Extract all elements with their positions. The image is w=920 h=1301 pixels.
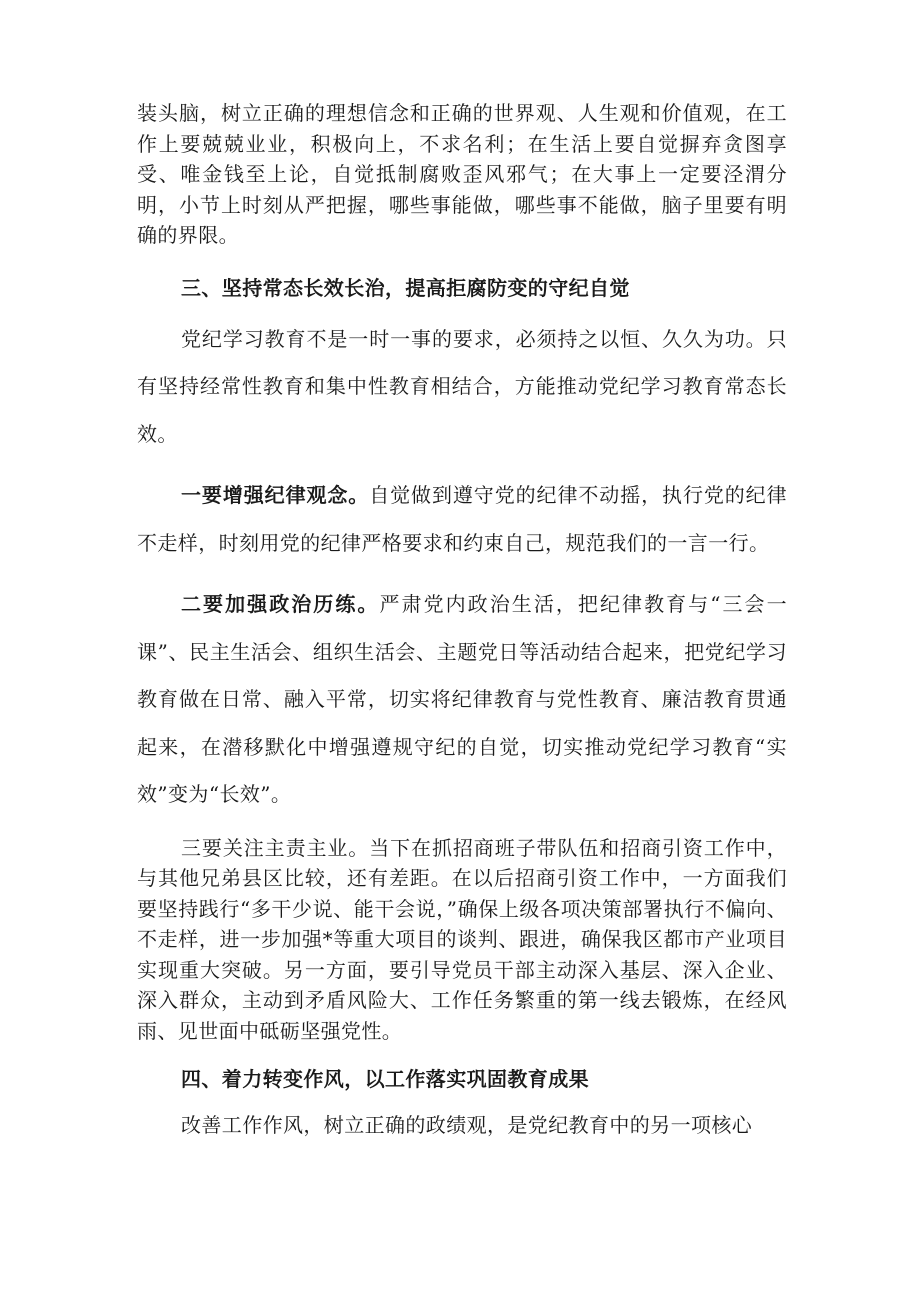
section-heading-3: 三、坚持常态长效长治，提高拒腐防变的守纪自觉 (181, 275, 630, 300)
paragraph-section-3: 党纪学习教育不是一时一事的要求，必须持之以恒、久久为功。只有坚持经常性教育和集中性教育相结合，方能推动党纪学习教育常态长效。 (137, 326, 787, 446)
section-heading-4: 四、着力转变作风，以工作落实巩固教育成果 (181, 1067, 589, 1091)
paragraph-intro: 装头脑，树立正确的理想信念和正确的世界观、人生观和价值观，在工作上要兢兢业业，积极向上，不求名利；在生活上要自觉摒弃贪图享受、唯金钱至上论，自觉抵制腐败歪风邪气；在大事上一定要泾渭分明，小节上时刻从严把握，哪些事能做，哪些事不能做，脑子里要有明确的界限。 (137, 101, 787, 247)
paragraph-item-1 (137, 472, 787, 567)
item-2-lead: 二要加强政治历练。 (181, 592, 380, 616)
item-1-body: 自觉做到遵守党的纪律不动摇，执行党的纪律不走样，时刻用党的纪律严格要求和约束自己，规范我们的一言一行。 (137, 483, 787, 555)
paragraph-section-4: 改善工作作风，树立正确的政绩观，是党纪教育中的另一项核心 (181, 1113, 753, 1137)
document-body (137, 98, 787, 1150)
paragraph-item-2 (137, 581, 787, 819)
item-2-body: 严肃党内政治生活，把纪律教育与“三会一课”、民主生活会、组织生活会、主题党日等活动结合起来，把党纪学习教育做在日常、融入平常，切实将纪律教育与党性教育、廉洁教育贯通起来，在潜移默化中增强遵规守纪的自觉，切实推动党纪学习教育“实效”变为“长效”。 (137, 592, 788, 806)
paragraph-item-3: 三要关注主责主业。当下在抓招商班子带队伍和招商引资工作中，与其他兄弟县区比较，还有差距。在以后招商引资工作中，一方面我们要坚持践行“多干少说、能干会说，”确保上级各项决策部署执行不偏向、不走样，进一步加强*等重大项目的谈判、跟进，确保我区都市产业项目实现重大突破。另一方面，要引导党员干部主动深入基层、深入企业、深入群众，主动到矛盾风险大、工作任务繁重的第一线去锻炼，在经风雨、见世面中砥砺坚强党性。 (137, 835, 787, 1043)
item-1-lead: 一要增强纪律观念。 (181, 483, 370, 507)
